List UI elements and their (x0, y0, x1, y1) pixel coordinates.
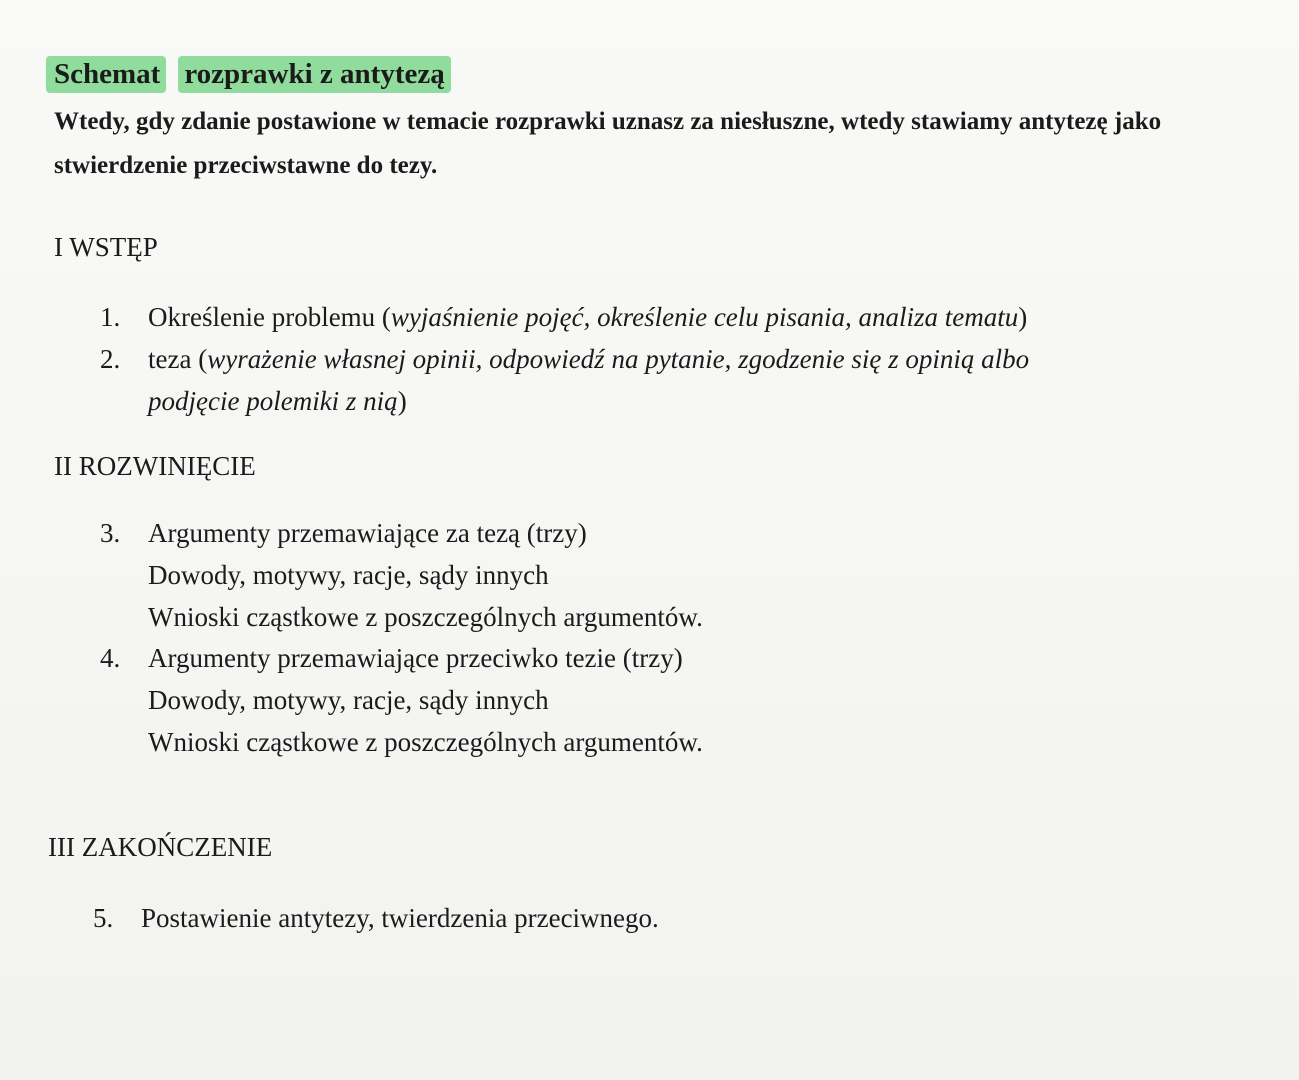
item-italic-continued: podjęcie polemiki z nią (148, 386, 398, 416)
item-number: 3. (100, 518, 121, 548)
item-line1: Postawienie antytezy, twierdzenia przeciwnego. (141, 903, 659, 933)
item-number: 4. (100, 643, 121, 673)
item-number: 2. (100, 344, 121, 374)
item-close-paren: ) (1018, 302, 1028, 332)
item-number: 1. (100, 302, 121, 332)
title-highlight-part1: Schemat (46, 56, 166, 93)
document-title (54, 58, 451, 91)
item-line3: Wnioski cząstkowe z poszczególnych argumentów. (148, 727, 703, 757)
intro-paragraph: Wtedy, gdy zdanie postawione w temacie rozprawki uznasz za niesłuszne, wtedy stawiamy antytezę jako stwierdzenie przeciwstawne do tezy. (54, 108, 1162, 179)
item-number: 5. (93, 903, 114, 933)
section-wstep: I WSTĘP (54, 232, 158, 262)
list-item-2 (100, 338, 1029, 422)
item-line2: Dowody, motywy, racje, sądy innych (148, 560, 549, 590)
item-text: teza ( (148, 344, 208, 374)
list-item-3 (100, 512, 703, 638)
title-highlight-part2: rozprawki z antytezą (178, 56, 450, 93)
list-item-4 (100, 637, 703, 763)
section-rozwiniecie: II ROZWINIĘCIE (54, 451, 256, 481)
section-zakonczenie: III ZAKOŃCZENIE (48, 832, 273, 862)
item-line2: Dowody, motywy, racje, sądy innych (148, 685, 549, 715)
list-item-5 (93, 897, 659, 939)
list-item-1 (100, 296, 1027, 338)
item-italic: wyrażenie własnej opinii, odpowiedź na pytanie, zgodzenie się z opinią albo (207, 344, 1030, 374)
item-text: Określenie problemu ( (148, 302, 391, 332)
item-line1: Argumenty przemawiające za tezą (trzy) (148, 518, 587, 548)
item-line3: Wnioski cząstkowe z poszczególnych argumentów. (148, 602, 703, 632)
item-continuation (100, 380, 1029, 422)
item-line1: Argumenty przemawiające przeciwko tezie (trzy) (148, 643, 683, 673)
item-close-paren: ) (397, 386, 407, 416)
item-italic: wyjaśnienie pojęć, określenie celu pisania, analiza tematu (390, 302, 1019, 332)
